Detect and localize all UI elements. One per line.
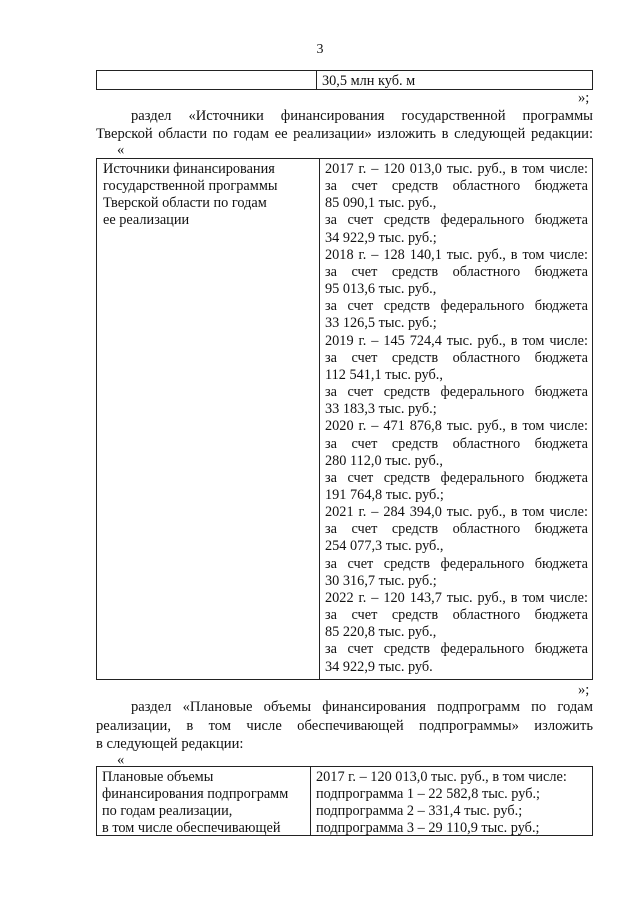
table1-federal-label: за счет средств федерального бюджета (325, 212, 588, 229)
table1-federal-label: за счет средств федерального бюджета (325, 555, 588, 572)
table1-federal-amount: 34 922,9 тыс. руб.; (325, 229, 437, 246)
table1-regional-amount: 280 112,0 тыс. руб., (325, 452, 443, 469)
table1-regional-label: за счет средств областного бюджета (325, 263, 588, 280)
funding-sources-values-cell (319, 159, 592, 679)
table1-regional-label: за счет средств областного бюджета (325, 607, 588, 624)
table1-left-line: Источники финансирования (103, 161, 275, 177)
table1-year-2019: 2019 г. – 145 724,4 тыс. руб., в том числе: (325, 332, 588, 349)
funding-sources-header-cell (97, 159, 319, 679)
top-table-value: 30,5 млн куб. м (322, 73, 416, 89)
table1-federal-label: за счет средств федерального бюджета (325, 469, 588, 486)
table1-federal-label: за счет средств федерального бюджета (325, 298, 588, 315)
table1-federal-label: за счет средств федерального бюджета (325, 384, 588, 401)
table1-federal-label: за счет средств федерального бюджета (325, 641, 588, 658)
table1-federal-amount: 191 764,8 тыс. руб.; (325, 486, 444, 503)
table1-left-line: ее реализации (103, 212, 190, 229)
section1-line-2: Тверской области по годам ее реализации» изложить в следующей редакции: (96, 126, 593, 142)
table1-regional-label: за счет средств областного бюджета (325, 521, 588, 538)
section2-line-3: в следующей редакции: (96, 736, 244, 752)
section2-line-1: раздел «Плановые объемы финансирования подпрограмм по годам (131, 699, 593, 715)
opening-quote-1: « (117, 142, 125, 158)
table1-year-2018: 2018 г. – 128 140,1 тыс. руб., в том числе: (325, 246, 588, 263)
closing-quote-2: »; (578, 682, 590, 698)
funding-sources-table (96, 158, 593, 680)
top-table-right-cell (316, 71, 592, 89)
table1-regional-amount: 85 090,1 тыс. руб., (325, 195, 437, 212)
table2-left-line: финансирования подпрограмм (102, 786, 289, 803)
table1-regional-label: за счет средств областного бюджета (325, 178, 588, 195)
table1-regional-amount: 95 013,6 тыс. руб., (325, 281, 437, 298)
table2-year-2017: 2017 г. – 120 013,0 тыс. руб., в том числе: (316, 769, 567, 785)
table1-regional-label: за счет средств областного бюджета (325, 349, 588, 366)
table1-regional-label: за счет средств областного бюджета (325, 435, 588, 452)
table2-subprogram-2: подпрограмма 2 – 331,4 тыс. руб.; (316, 803, 523, 820)
table1-federal-amount: 33 183,3 тыс. руб.; (325, 401, 437, 418)
table2-left-line: в том числе обеспечивающей (102, 820, 281, 837)
table1-regional-amount: 112 541,1 тыс. руб., (325, 366, 443, 383)
table2-subprogram-1: подпрограмма 1 – 22 582,8 тыс. руб.; (316, 786, 541, 803)
table2-left-line: Плановые объемы (102, 769, 214, 785)
planned-volumes-header-cell (97, 767, 310, 835)
page-number: 3 (316, 42, 324, 57)
table1-federal-amount: 33 126,5 тыс. руб.; (325, 315, 437, 332)
table1-left-line: государственной программы (103, 178, 278, 195)
planned-volumes-table (96, 766, 593, 836)
section2-line-2: реализации, в том числе обеспечивающей подпрограммы» изложить (96, 718, 593, 734)
table1-regional-amount: 254 077,3 тыс. руб., (325, 538, 444, 555)
planned-volumes-values-cell (310, 767, 592, 835)
table1-regional-amount: 85 220,8 тыс. руб., (325, 624, 437, 641)
table2-subprogram-3: подпрограмма 3 – 29 110,9 тыс. руб.; (316, 820, 540, 837)
section1-line-1: раздел «Источники финансирования государственной программы (131, 108, 593, 124)
table1-federal-amount: 34 922,9 тыс. руб. (325, 658, 433, 675)
closing-quote-1: »; (578, 90, 590, 106)
top-table (96, 70, 593, 90)
opening-quote-2: « (117, 752, 125, 768)
table1-left-line: Тверской области по годам (103, 195, 267, 212)
table1-year-2022: 2022 г. – 120 143,7 тыс. руб., в том числе: (325, 589, 588, 606)
table2-left-line: по годам реализации, (102, 803, 233, 820)
table1-year-2021: 2021 г. – 284 394,0 тыс. руб., в том числе: (325, 504, 588, 521)
table1-year-2017: 2017 г. – 120 013,0 тыс. руб., в том числе: (325, 161, 588, 177)
table1-federal-amount: 30 316,7 тыс. руб.; (325, 572, 437, 589)
table1-year-2020: 2020 г. – 471 876,8 тыс. руб., в том числе: (325, 418, 588, 435)
